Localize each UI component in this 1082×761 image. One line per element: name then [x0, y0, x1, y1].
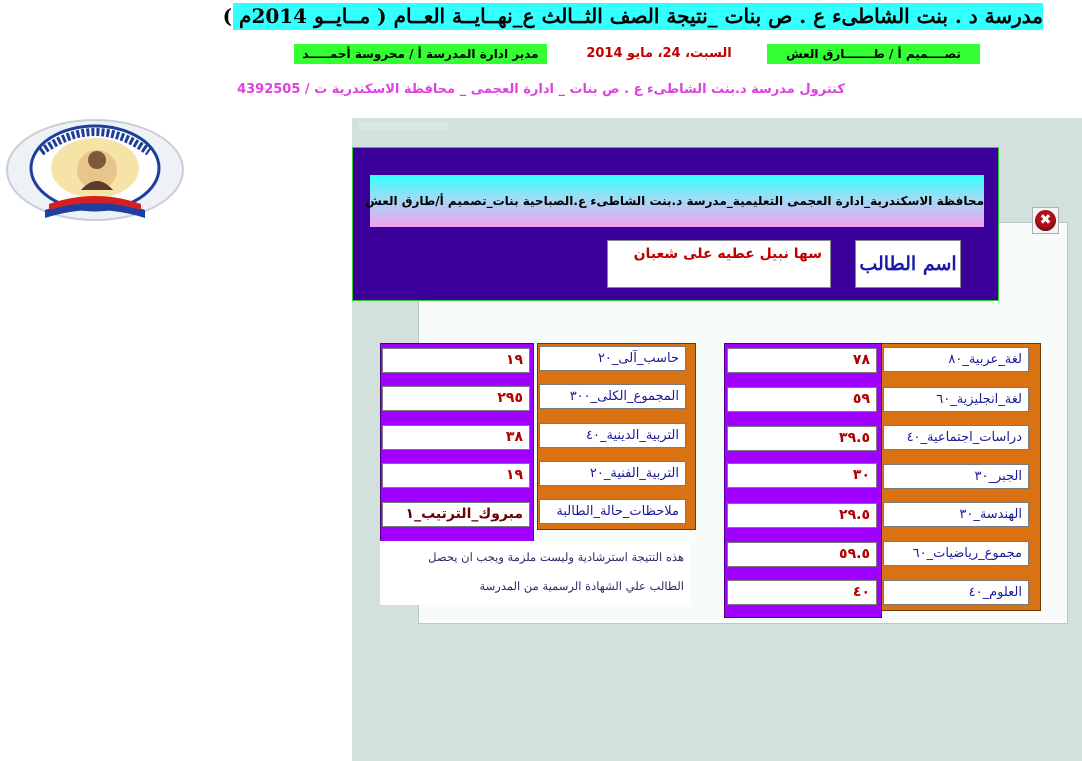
- subject-label: لغة_عربية_٨٠: [883, 347, 1029, 372]
- grade-field[interactable]: ١٩: [382, 348, 530, 373]
- grade-field[interactable]: ٢٩٥: [382, 386, 530, 411]
- student-name-field[interactable]: سها نبيل عطيه على شعبان: [607, 240, 831, 288]
- notes-field[interactable]: مبروك_الترتيب_١: [382, 502, 530, 527]
- grade-field[interactable]: ٧٨: [727, 348, 877, 373]
- subject-label: دراسات_اجتماعية_٤٠: [883, 425, 1029, 450]
- grade-field[interactable]: ٣٨: [382, 425, 530, 450]
- grade-field[interactable]: ٢٩.٥: [727, 503, 877, 528]
- grade-field[interactable]: ٤٠: [727, 580, 877, 605]
- grade-field[interactable]: ١٩: [382, 463, 530, 488]
- designer-label: تصــــميم أ / طـــــــارق العش: [767, 44, 980, 64]
- close-icon: ✖: [1035, 210, 1056, 231]
- grade-field[interactable]: ٣٩.٥: [727, 426, 877, 451]
- subject-label: مجموع_رياضيات_٦٠: [883, 541, 1029, 566]
- school-logo: [5, 118, 185, 230]
- student-name-label: اسم الطالب: [855, 240, 961, 288]
- disclaimer-line-2: الطالب علي الشهادة الرسمية من المدرسة: [479, 579, 684, 593]
- subject-label: الجبر_٣٠: [883, 464, 1029, 489]
- grade-field[interactable]: ٣٠: [727, 463, 877, 488]
- subject-label: التربية_الفنية_٢٠: [539, 461, 686, 486]
- subject-label: التربية_الدينية_٤٠: [539, 423, 686, 448]
- disclaimer-note: [380, 541, 690, 605]
- page-title: مدرسة د . بنت الشاطىء ع . ص بنات _نتيجة الصف الثــالث ع_نهــايــة العــام ( مــايــو 2014م ): [222, 4, 1043, 28]
- grade-field[interactable]: ٥٩: [727, 387, 877, 412]
- principal-label: مدير ادارة المدرسة أ / محروسة أحمـــــد: [294, 44, 547, 64]
- subject-label: العلوم_٤٠: [883, 580, 1029, 605]
- date-label: السبت، 24، مايو 2014: [586, 46, 732, 61]
- subject-label: المجموع_الكلى_٣٠٠: [539, 384, 686, 409]
- panel-caption-strip: [358, 122, 448, 130]
- control-label: كنترول مدرسة د.بنت الشاطىء ع . ص بنات _ ادارة العجمى _ محافظة الاسكندرية ت / 4392505: [237, 82, 845, 97]
- banner-label: محافظة الاسكندرية_ادارة العجمى التعليمية_مدرسة د.بنت الشاطىء ع.الصباحية بنات_تصميم أ/طارق العش: [370, 175, 984, 227]
- close-button[interactable]: [1032, 207, 1059, 234]
- subject-label: لغة_انجليزية_٦٠: [883, 387, 1029, 412]
- notes-label: ملاحظات_حالة_الطالبة: [539, 499, 686, 524]
- subject-label: حاسب_آلى_٢٠: [539, 346, 686, 371]
- disclaimer-line-1: هذه النتيجة استرشادية وليست ملزمة ويجب ان يحصل: [428, 550, 684, 564]
- subject-label: الهندسة_٣٠: [883, 502, 1029, 527]
- grade-field[interactable]: ٥٩.٥: [727, 542, 877, 567]
